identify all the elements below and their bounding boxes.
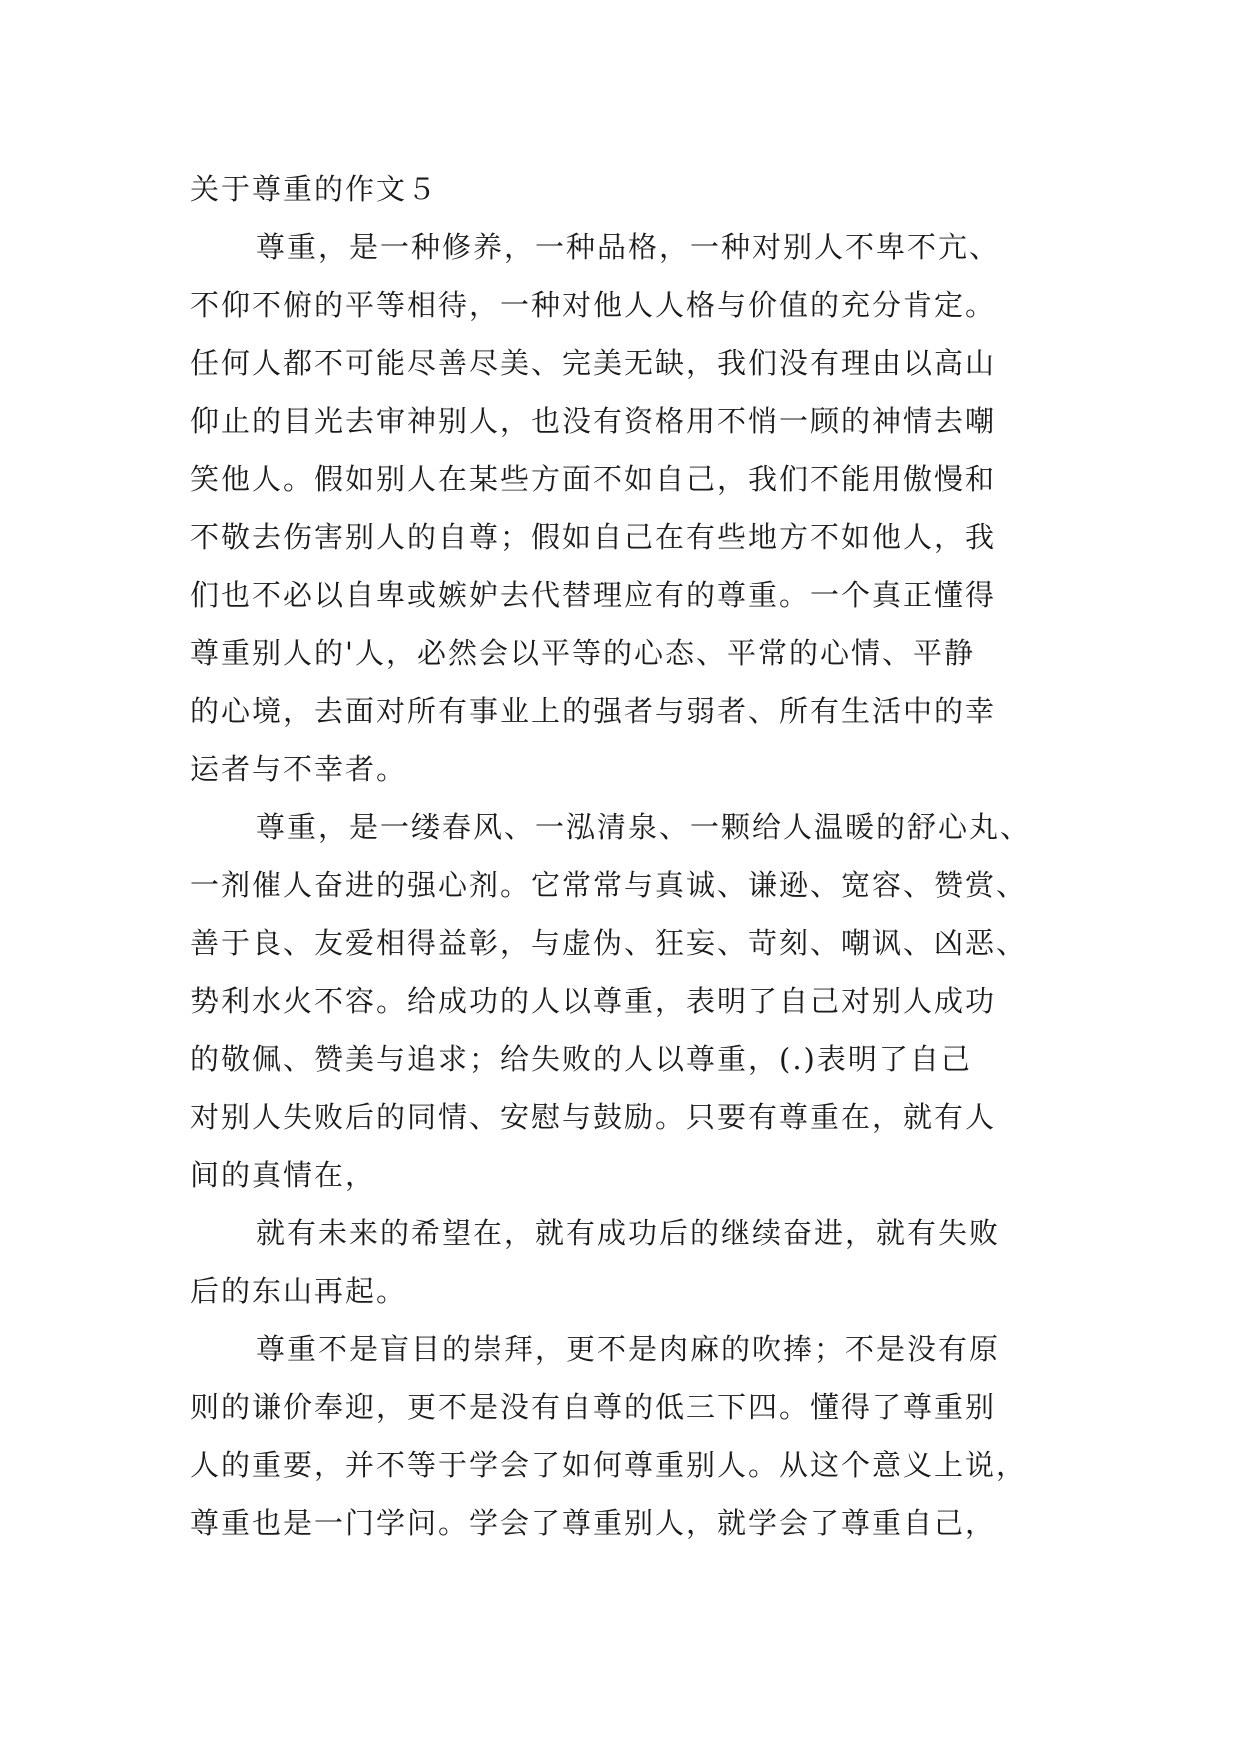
paragraph-line: 不仰不俯的平等相待，一种对他人人格与价值的充分肯定。 — [190, 288, 997, 322]
document-title: 关于尊重的作文５ — [190, 172, 439, 206]
paragraph-line: 一剂催人奋进的强心剂。它常常与真诚、谦逊、宽容、赞赏、 — [190, 868, 1028, 902]
paragraph-line: 不敬去伤害别人的自尊；假如自己在有些地方不如他人，我 — [190, 520, 997, 554]
paragraph-2 — [190, 798, 1070, 1204]
paragraph-line: 对别人失败后的同情、安慰与鼓励。只要有尊重在，就有人 — [190, 1100, 997, 1134]
paragraph-line: 人的重要，并不等于学会了如何尊重别人。从这个意义上说， — [190, 1448, 1028, 1482]
paragraph-line: 尊重也是一门学问。学会了尊重别人，就学会了尊重自己， — [190, 1506, 997, 1540]
paragraph-line: 们也不必以自卑或嫉妒去代替理应有的尊重。一个真正懂得 — [190, 578, 997, 612]
paragraph-line: 运者与不幸者。 — [190, 752, 408, 786]
paragraph-1 — [190, 218, 1070, 798]
paragraph-line: 就有未来的希望在，就有成功后的继续奋进，就有失败 — [256, 1216, 1001, 1250]
paragraph-line: 尊重不是盲目的崇拜，更不是肉麻的吹捧；不是没有原 — [256, 1332, 1001, 1366]
paragraph-line: 势利水火不容。给成功的人以尊重，表明了自己对别人成功 — [190, 984, 997, 1018]
paragraph-4 — [190, 1320, 1070, 1552]
paragraph-line: 尊重，是一缕春风、一泓清泉、一颗给人温暖的舒心丸、 — [256, 810, 1032, 844]
document-body — [190, 160, 1070, 1552]
paragraph-line: 仰止的目光去审神别人，也没有资格用不悄一顾的神情去嘲 — [190, 404, 997, 438]
paragraph-line: 的心境，去面对所有事业上的强者与弱者、所有生活中的幸 — [190, 694, 997, 728]
paragraph-line: 间的真情在， — [190, 1158, 377, 1192]
paragraph-line: 笑他人。假如别人在某些方面不如自己，我们不能用傲慢和 — [190, 462, 997, 496]
paragraph-line: 尊重，是一种修养，一种品格，一种对别人不卑不亢、 — [256, 230, 1001, 264]
paragraph-line: 的敬佩、赞美与追求；给失败的人以尊重，(.)表明了自己 — [190, 1042, 972, 1076]
paragraph-3 — [190, 1204, 1070, 1320]
paragraph-line: 则的谦价奉迎，更不是没有自尊的低三下四。懂得了尊重别 — [190, 1390, 997, 1424]
paragraph-line: 后的东山再起。 — [190, 1274, 408, 1308]
paragraph-line: 善于良、友爱相得益彰，与虚伪、狂妄、苛刻、嘲讽、凶恶、 — [190, 926, 1028, 960]
paragraph-line: 尊重别人的'人，必然会以平等的心态、平常的心情、平静 — [190, 636, 975, 670]
paragraph-line: 任何人都不可能尽善尽美、完美无缺，我们没有理由以高山 — [190, 346, 997, 380]
